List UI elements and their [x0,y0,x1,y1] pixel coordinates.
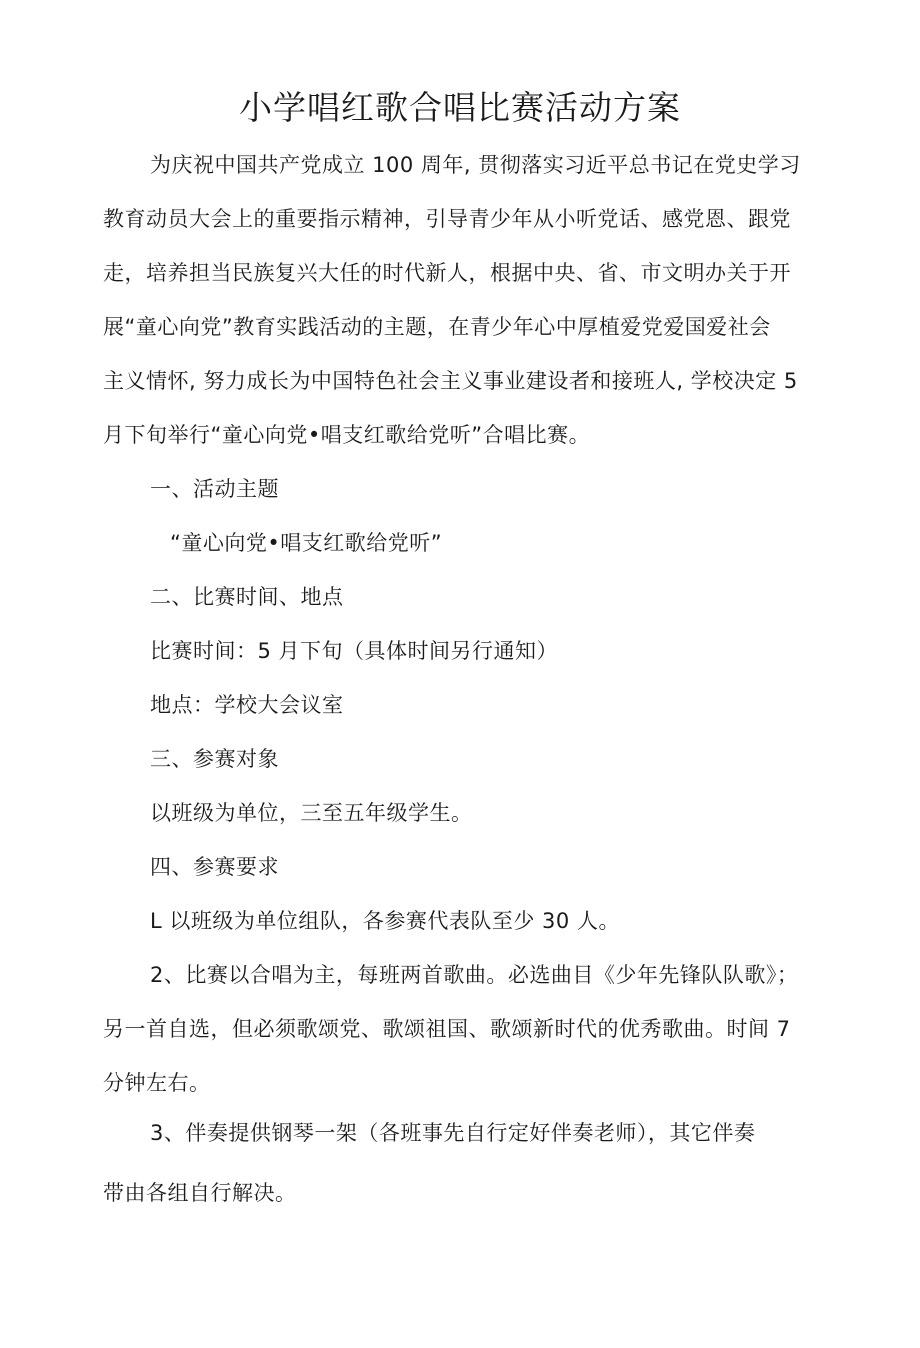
intro-line: 走，培养担当民族复兴大任的时代新人，根据中央、省、市文明办关于开 [103,261,791,285]
section-heading-theme: 一、活动主题 [150,477,279,501]
requirement-2-line: 另一首自选，但必须歌颂党、歌颂祖国、歌颂新时代的优秀歌曲。时间 7 [103,1017,791,1041]
requirement-1: L 以班级为单位组队，各参赛代表队至少 30 人。 [150,909,620,933]
section-heading-participants: 三、参赛对象 [150,747,279,771]
competition-time: 比赛时间：5 月下旬（具体时间另行通知） [150,639,559,663]
intro-line: 展“童心向党”教育实践活动的主题，在青少年心中厚植爱党爱国爱社会 [103,315,771,339]
intro-line: 月下旬举行“童心向党•唱支红歌给党听”合唱比赛。 [103,423,591,447]
requirement-2-line: 2、比赛以合唱为主，每班两首歌曲。必选曲目《少年先锋队队歌》； [150,963,799,987]
intro-line: 主义情怀, 努力成长为中国特色社会主义事业建设者和接班人, 学校决定 5 [103,369,798,393]
participants-text: 以班级为单位，三至五年级学生。 [150,801,473,825]
requirement-3-line: 3、伴奏提供钢琴一架（各班事先自行定好伴奏老师），其它伴奏 [150,1121,756,1145]
requirement-3-line: 带由各组自行解决。 [103,1181,297,1205]
intro-line: 教育动员大会上的重要指示精神，引导青少年从小听党话、感党恩、跟党 [103,207,791,231]
section-heading-requirements: 四、参赛要求 [150,855,279,879]
theme-text: “童心向党•唱支红歌给党听” [170,531,443,555]
competition-place: 地点：学校大会议室 [150,693,344,717]
requirement-2-line: 分钟左右。 [103,1071,211,1095]
intro-line: 为庆祝中国共产党成立 100 周年, 贯彻落实习近平总书记在党史学习 [150,153,801,177]
document-title: 小学唱红歌合唱比赛活动方案 [239,88,681,127]
section-heading-time-place: 二、比赛时间、地点 [150,585,344,609]
